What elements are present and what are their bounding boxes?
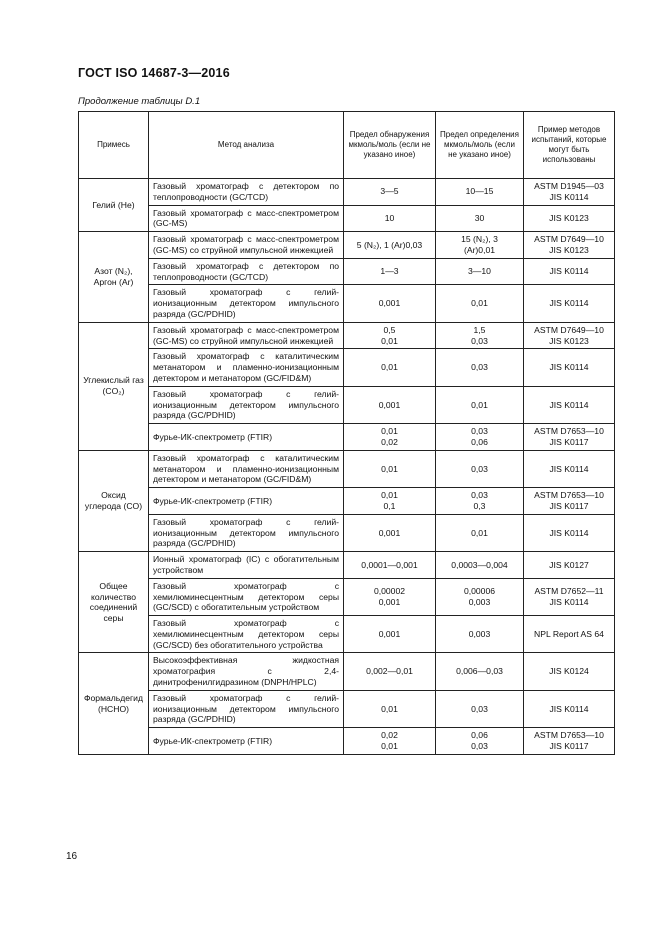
test-method-cell — [524, 424, 615, 451]
test-method-cell — [524, 386, 615, 423]
table-row — [79, 285, 615, 322]
quantification-limit-cell — [436, 424, 524, 451]
detection-limit-cell-line: 0,01 — [381, 741, 398, 752]
test-method-cell-line: JIS K0114 — [549, 191, 589, 202]
quantification-limit-cell — [436, 232, 524, 259]
quantification-limit-cell-line: 0,003 — [468, 596, 491, 607]
page-number: 16 — [66, 851, 78, 862]
method-cell: Высокоэффективная жидкостная хроматография с 2,4-динитрофенилгидразином (DNPH/HPLC) — [149, 653, 344, 690]
detection-limit-cell — [344, 450, 436, 487]
method-cell: Фурье-ИК-спектрометр (FTIR) — [149, 488, 344, 515]
quantification-limit-cell — [436, 179, 524, 206]
test-method-cell — [524, 232, 615, 259]
test-method-cell-line: JIS K0123 — [549, 335, 589, 346]
quantification-limit-cell-line: 3—10 — [468, 266, 491, 277]
detection-limit-cell-line: 0,01 — [381, 335, 398, 346]
test-method-cell — [524, 285, 615, 322]
quantification-limit-cell — [436, 653, 524, 690]
test-method-cell — [524, 552, 615, 579]
test-method-cell-line: JIS K0123 — [549, 244, 589, 255]
detection-limit-cell — [344, 205, 436, 232]
column-header-quantification-limit: Предел определения мкмоль/моль (если не указано иное) — [436, 112, 524, 179]
quantification-limit-cell — [436, 386, 524, 423]
table-row — [79, 488, 615, 515]
table-row — [79, 450, 615, 487]
detection-limit-cell-line: 0,5 — [383, 324, 396, 335]
test-method-cell — [524, 653, 615, 690]
test-method-cell-line: ASTM D7653—10 — [534, 490, 604, 501]
table-row — [79, 179, 615, 206]
quantification-limit-cell — [436, 552, 524, 579]
detection-limit-cell-line: 3—5 — [380, 186, 399, 197]
quantification-limit-cell — [436, 616, 524, 653]
test-method-cell — [524, 179, 615, 206]
test-method-cell-line: JIS K0117 — [549, 436, 589, 447]
test-method-cell-line: JIS K0114 — [549, 399, 589, 410]
detection-limit-cell — [344, 322, 436, 349]
table-row — [79, 653, 615, 690]
detection-limit-cell — [344, 258, 436, 285]
detection-limit-cell-line: 10 — [384, 212, 395, 223]
quantification-limit-cell-line: 15 (N₂), 3 — [461, 234, 498, 245]
table-row — [79, 552, 615, 579]
detection-limit-cell — [344, 488, 436, 515]
table-row — [79, 578, 615, 615]
test-method-cell-line: JIS K0114 — [549, 463, 589, 474]
document-title: ГОСТ ISO 14687-3—2016 — [78, 66, 230, 80]
detection-limit-cell-line: 5 (N₂), 1 (Ar)0,03 — [356, 239, 423, 250]
impurity-cell: Оксид углерода (CO) — [79, 450, 149, 551]
detection-limit-cell-line: 1—3 — [380, 266, 399, 277]
table-row — [79, 690, 615, 727]
table-row — [79, 258, 615, 285]
quantification-limit-cell — [436, 514, 524, 551]
detection-limit-cell-line: 0,001 — [378, 596, 401, 607]
column-header-test-methods: Пример методов испытаний, которые могут быть использованы — [524, 112, 615, 179]
test-method-cell-line: ASTM D1945—03 — [534, 181, 604, 191]
quantification-limit-cell-line: 0,3 — [473, 500, 486, 511]
test-method-cell-line: NPL Report AS 64 — [534, 628, 604, 639]
detection-limit-cell — [344, 232, 436, 259]
method-cell: Фурье-ИК-спектрометр (FTIR) — [149, 424, 344, 451]
quantification-limit-cell — [436, 728, 524, 755]
method-cell: Газовый хроматограф с гелий-ионизационным детектором импульсного разряда (GC/PDHID) — [149, 386, 344, 423]
quantification-limit-cell — [436, 322, 524, 349]
quantification-limit-cell — [436, 285, 524, 322]
test-method-cell-line: JIS K0123 — [549, 212, 589, 223]
test-method-cell — [524, 450, 615, 487]
test-method-cell — [524, 578, 615, 615]
table-row — [79, 514, 615, 551]
detection-limit-cell-line: 0,01 — [381, 426, 398, 437]
test-method-cell-line: JIS K0114 — [549, 362, 589, 373]
detection-limit-cell-line: 0,02 — [381, 730, 398, 741]
quantification-limit-cell — [436, 258, 524, 285]
test-method-cell-line: JIS K0127 — [549, 559, 589, 570]
quantification-limit-cell-line: (Ar)0,01 — [463, 244, 496, 255]
table-row — [79, 386, 615, 423]
detection-limit-cell-line: 0,01 — [381, 362, 398, 373]
quantification-limit-cell-line: 0,006—0,03 — [456, 666, 503, 677]
detection-limit-cell-line: 0,001 — [378, 527, 401, 538]
detection-limit-cell — [344, 653, 436, 690]
quantification-limit-cell-line: 0,06 — [471, 436, 488, 447]
detection-limit-cell-line: 0,001 — [378, 628, 401, 639]
detection-limit-cell-line: 0,001 — [378, 298, 401, 309]
method-cell: Газовый хроматограф с гелий-ионизационным детектором импульсного разряда (GC/PDHID) — [149, 514, 344, 551]
table-row — [79, 349, 615, 386]
quantification-limit-cell — [436, 450, 524, 487]
impurity-cell: Формальдегид (HCHO) — [79, 653, 149, 754]
quantification-limit-cell-line: 0,03 — [471, 335, 488, 346]
method-cell: Газовый хроматограф с детектором по теплопроводности (GC/TCD) — [149, 258, 344, 285]
test-method-cell-line: ASTM D7652—11 — [534, 586, 604, 597]
detection-limit-cell-line: 0,02 — [381, 436, 398, 447]
test-method-cell — [524, 514, 615, 551]
method-cell: Фурье-ИК-спектрометр (FTIR) — [149, 728, 344, 755]
detection-limit-cell-line: 0,01 — [381, 463, 398, 474]
impurities-table — [78, 111, 615, 755]
test-method-cell — [524, 258, 615, 285]
detection-limit-cell — [344, 386, 436, 423]
quantification-limit-cell-line: 0,03 — [471, 362, 488, 373]
detection-limit-cell — [344, 349, 436, 386]
test-method-cell-line: JIS K0114 — [549, 298, 589, 309]
method-cell: Газовый хроматограф с детектором по теплопроводности (GC/TCD) — [149, 179, 344, 206]
table-caption: Продолжение таблицы D.1 — [78, 96, 201, 107]
impurity-cell: Углекислый газ (CO₂) — [79, 322, 149, 450]
detection-limit-cell — [344, 424, 436, 451]
test-method-cell — [524, 488, 615, 515]
table-row — [79, 232, 615, 259]
quantification-limit-cell-line: 0,03 — [471, 463, 488, 474]
method-cell: Газовый хроматограф с гелий-ионизационным детектором импульсного разряда (GC/PDHID) — [149, 285, 344, 322]
detection-limit-cell-line: 0,00002 — [373, 586, 406, 597]
detection-limit-cell — [344, 690, 436, 727]
quantification-limit-cell-line: 0,03 — [471, 703, 488, 714]
table-row — [79, 728, 615, 755]
table-row — [79, 424, 615, 451]
quantification-limit-cell-line: 10—15 — [465, 186, 494, 197]
detection-limit-cell — [344, 179, 436, 206]
quantification-limit-cell — [436, 349, 524, 386]
quantification-limit-cell-line: 0,01 — [471, 399, 488, 410]
test-method-cell-line: ASTM D7653—10 — [534, 730, 604, 741]
quantification-limit-cell-line: 0,03 — [471, 426, 488, 437]
test-method-cell-line: JIS K0117 — [549, 741, 589, 752]
quantification-limit-cell-line: 0,0003—0,004 — [451, 559, 508, 570]
table-row — [79, 322, 615, 349]
detection-limit-cell — [344, 728, 436, 755]
test-method-cell-line: JIS K0114 — [549, 266, 589, 277]
method-cell: Газовый хроматограф с масс-спектрометром (GC-MS) — [149, 205, 344, 232]
test-method-cell — [524, 616, 615, 653]
test-method-cell — [524, 322, 615, 349]
impurity-cell: Азот (N₂), Аргон (Ar) — [79, 232, 149, 323]
test-method-cell-line: ASTM D7649—10 — [534, 324, 604, 335]
test-method-cell-line: JIS K0114 — [549, 596, 589, 607]
quantification-limit-cell — [436, 488, 524, 515]
method-cell: Ионный хроматограф (IC) с обогатительным устройством — [149, 552, 344, 579]
detection-limit-cell-line: 0,001 — [378, 399, 401, 410]
test-method-cell — [524, 205, 615, 232]
quantification-limit-cell-line: 0,03 — [471, 741, 488, 752]
detection-limit-cell — [344, 514, 436, 551]
quantification-limit-cell-line: 0,03 — [471, 490, 488, 501]
column-header-method: Метод анализа — [149, 112, 344, 179]
detection-limit-cell — [344, 578, 436, 615]
detection-limit-cell — [344, 616, 436, 653]
quantification-limit-cell — [436, 205, 524, 232]
test-method-cell-line: JIS K0117 — [549, 500, 589, 511]
table-body — [79, 179, 615, 755]
quantification-limit-cell-line: 0,06 — [471, 730, 488, 741]
quantification-limit-cell-line: 1,5 — [473, 324, 486, 335]
test-method-cell-line: JIS K0114 — [549, 703, 589, 714]
detection-limit-cell-line: 0,0001—0,001 — [361, 559, 418, 570]
quantification-limit-cell-line: 30 — [474, 212, 485, 223]
impurity-cell: Общее количество соединений серы — [79, 552, 149, 653]
quantification-limit-cell-line: 0,00006 — [463, 586, 496, 597]
test-method-cell-line: JIS K0124 — [549, 666, 589, 677]
method-cell: Газовый хроматограф с масс-спектрометром (GC-MS) со струйной импульсной инжекцией — [149, 322, 344, 349]
quantification-limit-cell-line: 0,01 — [471, 527, 488, 538]
detection-limit-cell-line: 0,01 — [381, 490, 398, 501]
method-cell: Газовый хроматограф с хемилюминесцентным детектором серы (GC/SCD) с обогатительным устройством — [149, 578, 344, 615]
quantification-limit-cell — [436, 578, 524, 615]
quantification-limit-cell-line: 0,003 — [468, 628, 491, 639]
detection-limit-cell — [344, 552, 436, 579]
method-cell: Газовый хроматограф с каталитическим метанатором и пламенно-ионизационным детектором и метанатором (GC/FID&M) — [149, 450, 344, 487]
test-method-cell-line: ASTM D7653—10 — [534, 426, 604, 437]
test-method-cell — [524, 690, 615, 727]
column-header-detection-limit: Предел обнаружения мкмоль/моль (если не указано иное) — [344, 112, 436, 179]
quantification-limit-cell — [436, 690, 524, 727]
table-row — [79, 616, 615, 653]
detection-limit-cell-line: 0,1 — [383, 500, 396, 511]
column-header-impurity: Примесь — [79, 112, 149, 179]
test-method-cell-line: JIS K0114 — [549, 527, 589, 538]
test-method-cell — [524, 728, 615, 755]
test-method-cell-line: ASTM D7649—10 — [534, 234, 604, 245]
test-method-cell — [524, 349, 615, 386]
table-row — [79, 205, 615, 232]
method-cell: Газовый хроматограф с гелий-ионизационным детектором импульсного разряда (GC/PDHID) — [149, 690, 344, 727]
method-cell: Газовый хроматограф с хемилюминесцентным детектором серы (GC/SCD) без обогатительного устройства — [149, 616, 344, 653]
impurity-cell: Гелий (He) — [79, 179, 149, 232]
method-cell: Газовый хроматограф с масс-спектрометром (GC-MS) со струйной импульсной инжекцией — [149, 232, 344, 259]
detection-limit-cell-line: 0,01 — [381, 703, 398, 714]
detection-limit-cell-line: 0,002—0,01 — [366, 666, 413, 677]
table-header-row — [79, 112, 615, 179]
quantification-limit-cell-line: 0,01 — [471, 298, 488, 309]
detection-limit-cell — [344, 285, 436, 322]
method-cell: Газовый хроматограф с каталитическим метанатором и пламенно-ионизационным детектором и метанатором (GC/FID&M) — [149, 349, 344, 386]
